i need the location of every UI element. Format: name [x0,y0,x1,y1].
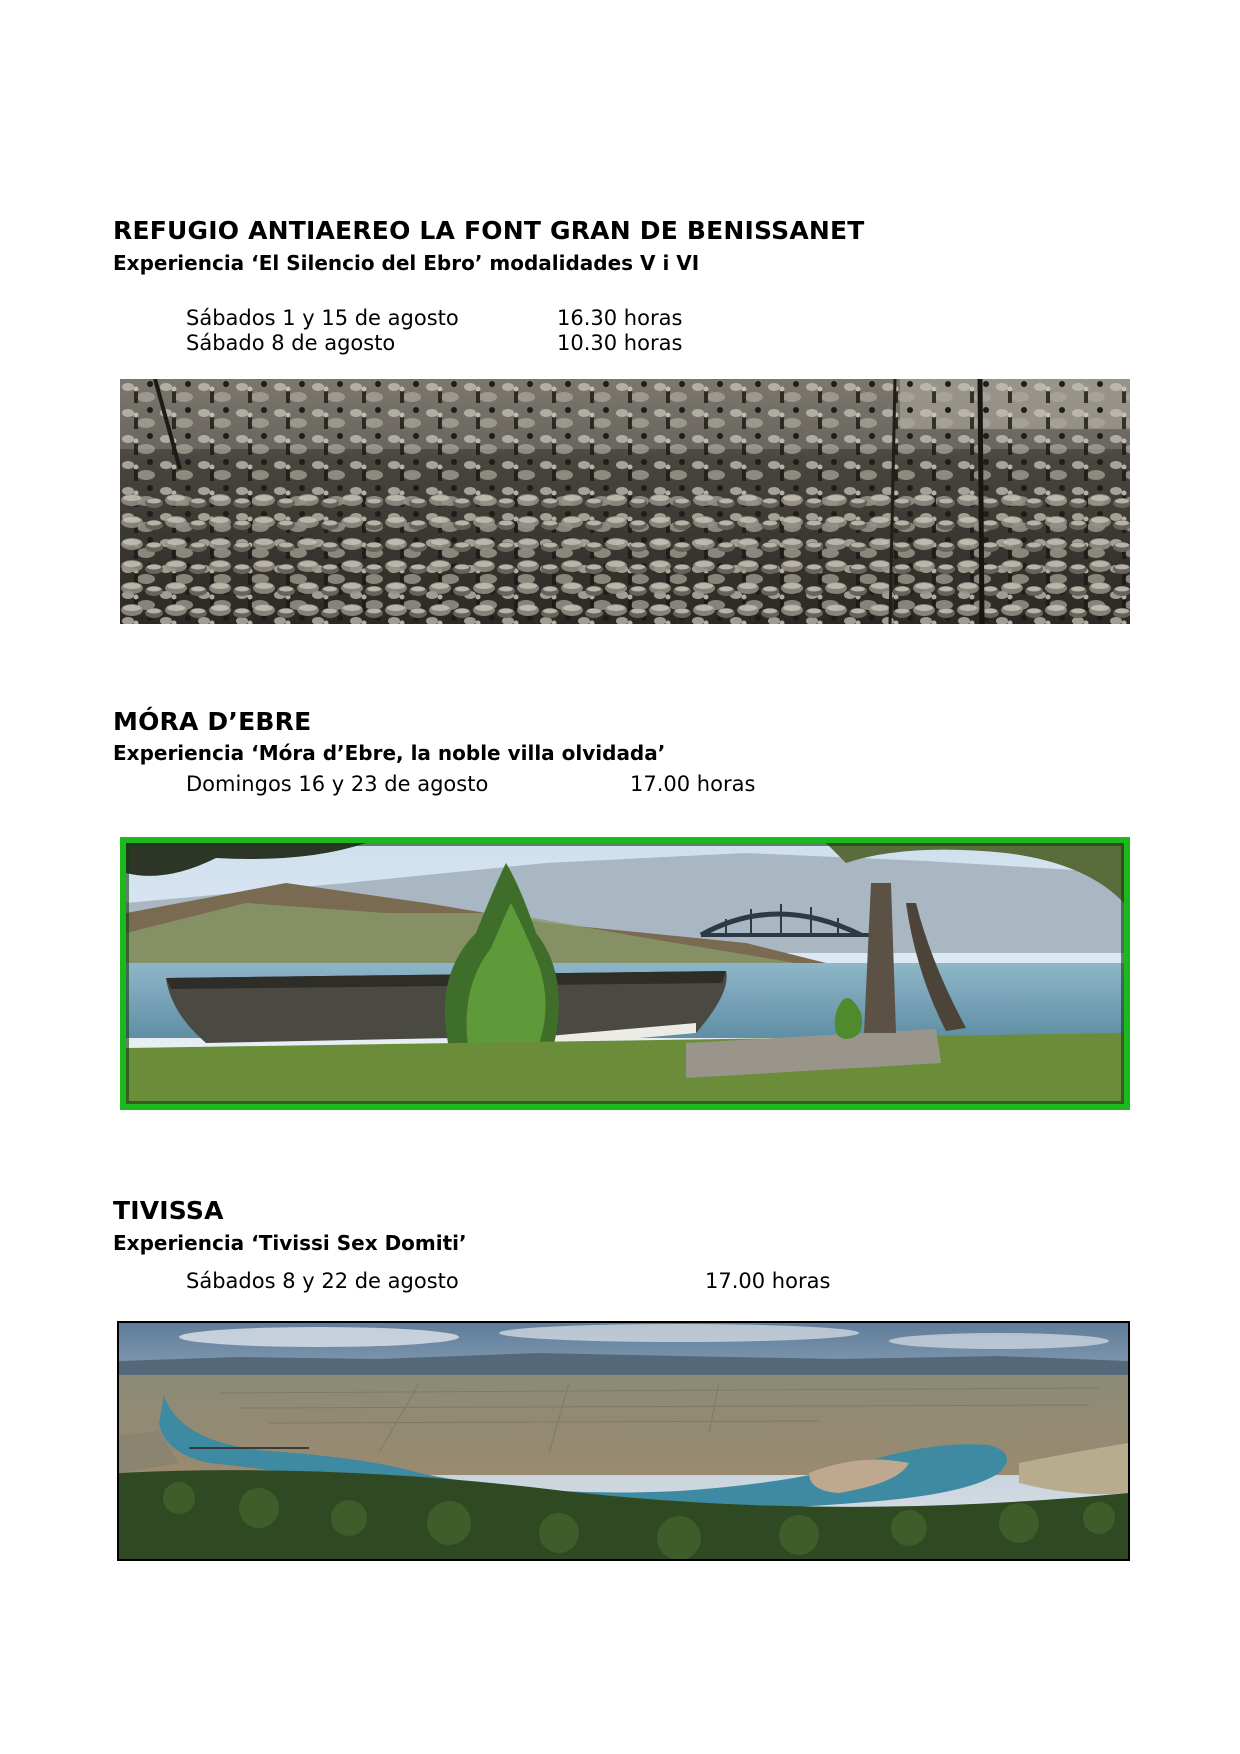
schedule-days: Sábados 8 y 22 de agosto [186,1269,459,1293]
schedule-time: 10.30 horas [557,331,683,355]
schedule-days: Sábados 1 y 15 de agosto [186,306,459,330]
photo-historic-market [120,379,1130,624]
schedule-time: 17.00 horas [705,1269,831,1293]
section-subtitle-benissanet: Experiencia ‘El Silencio del Ebro’ modalidades V i VI [113,251,700,275]
schedule-days: Domingos 16 y 23 de agosto [186,772,489,796]
section-title-benissanet: REFUGIO ANTIAEREO LA FONT GRAN DE BENISSANET [113,216,865,245]
schedule-time: 17.00 horas [630,772,756,796]
section-title-mora-debre: MÓRA D’EBRE [113,707,312,736]
photo-ebro-river-panorama [117,1321,1130,1561]
section-subtitle-tivissa: Experiencia ‘Tivissi Sex Domiti’ [113,1231,467,1255]
section-subtitle-mora-debre: Experiencia ‘Móra d’Ebre, la noble villa olvidada’ [113,741,666,765]
photo-river-boat [120,837,1130,1110]
schedule-time: 16.30 horas [557,306,683,330]
section-title-tivissa: TIVISSA [113,1196,224,1225]
schedule-days: Sábado 8 de agosto [186,331,396,355]
